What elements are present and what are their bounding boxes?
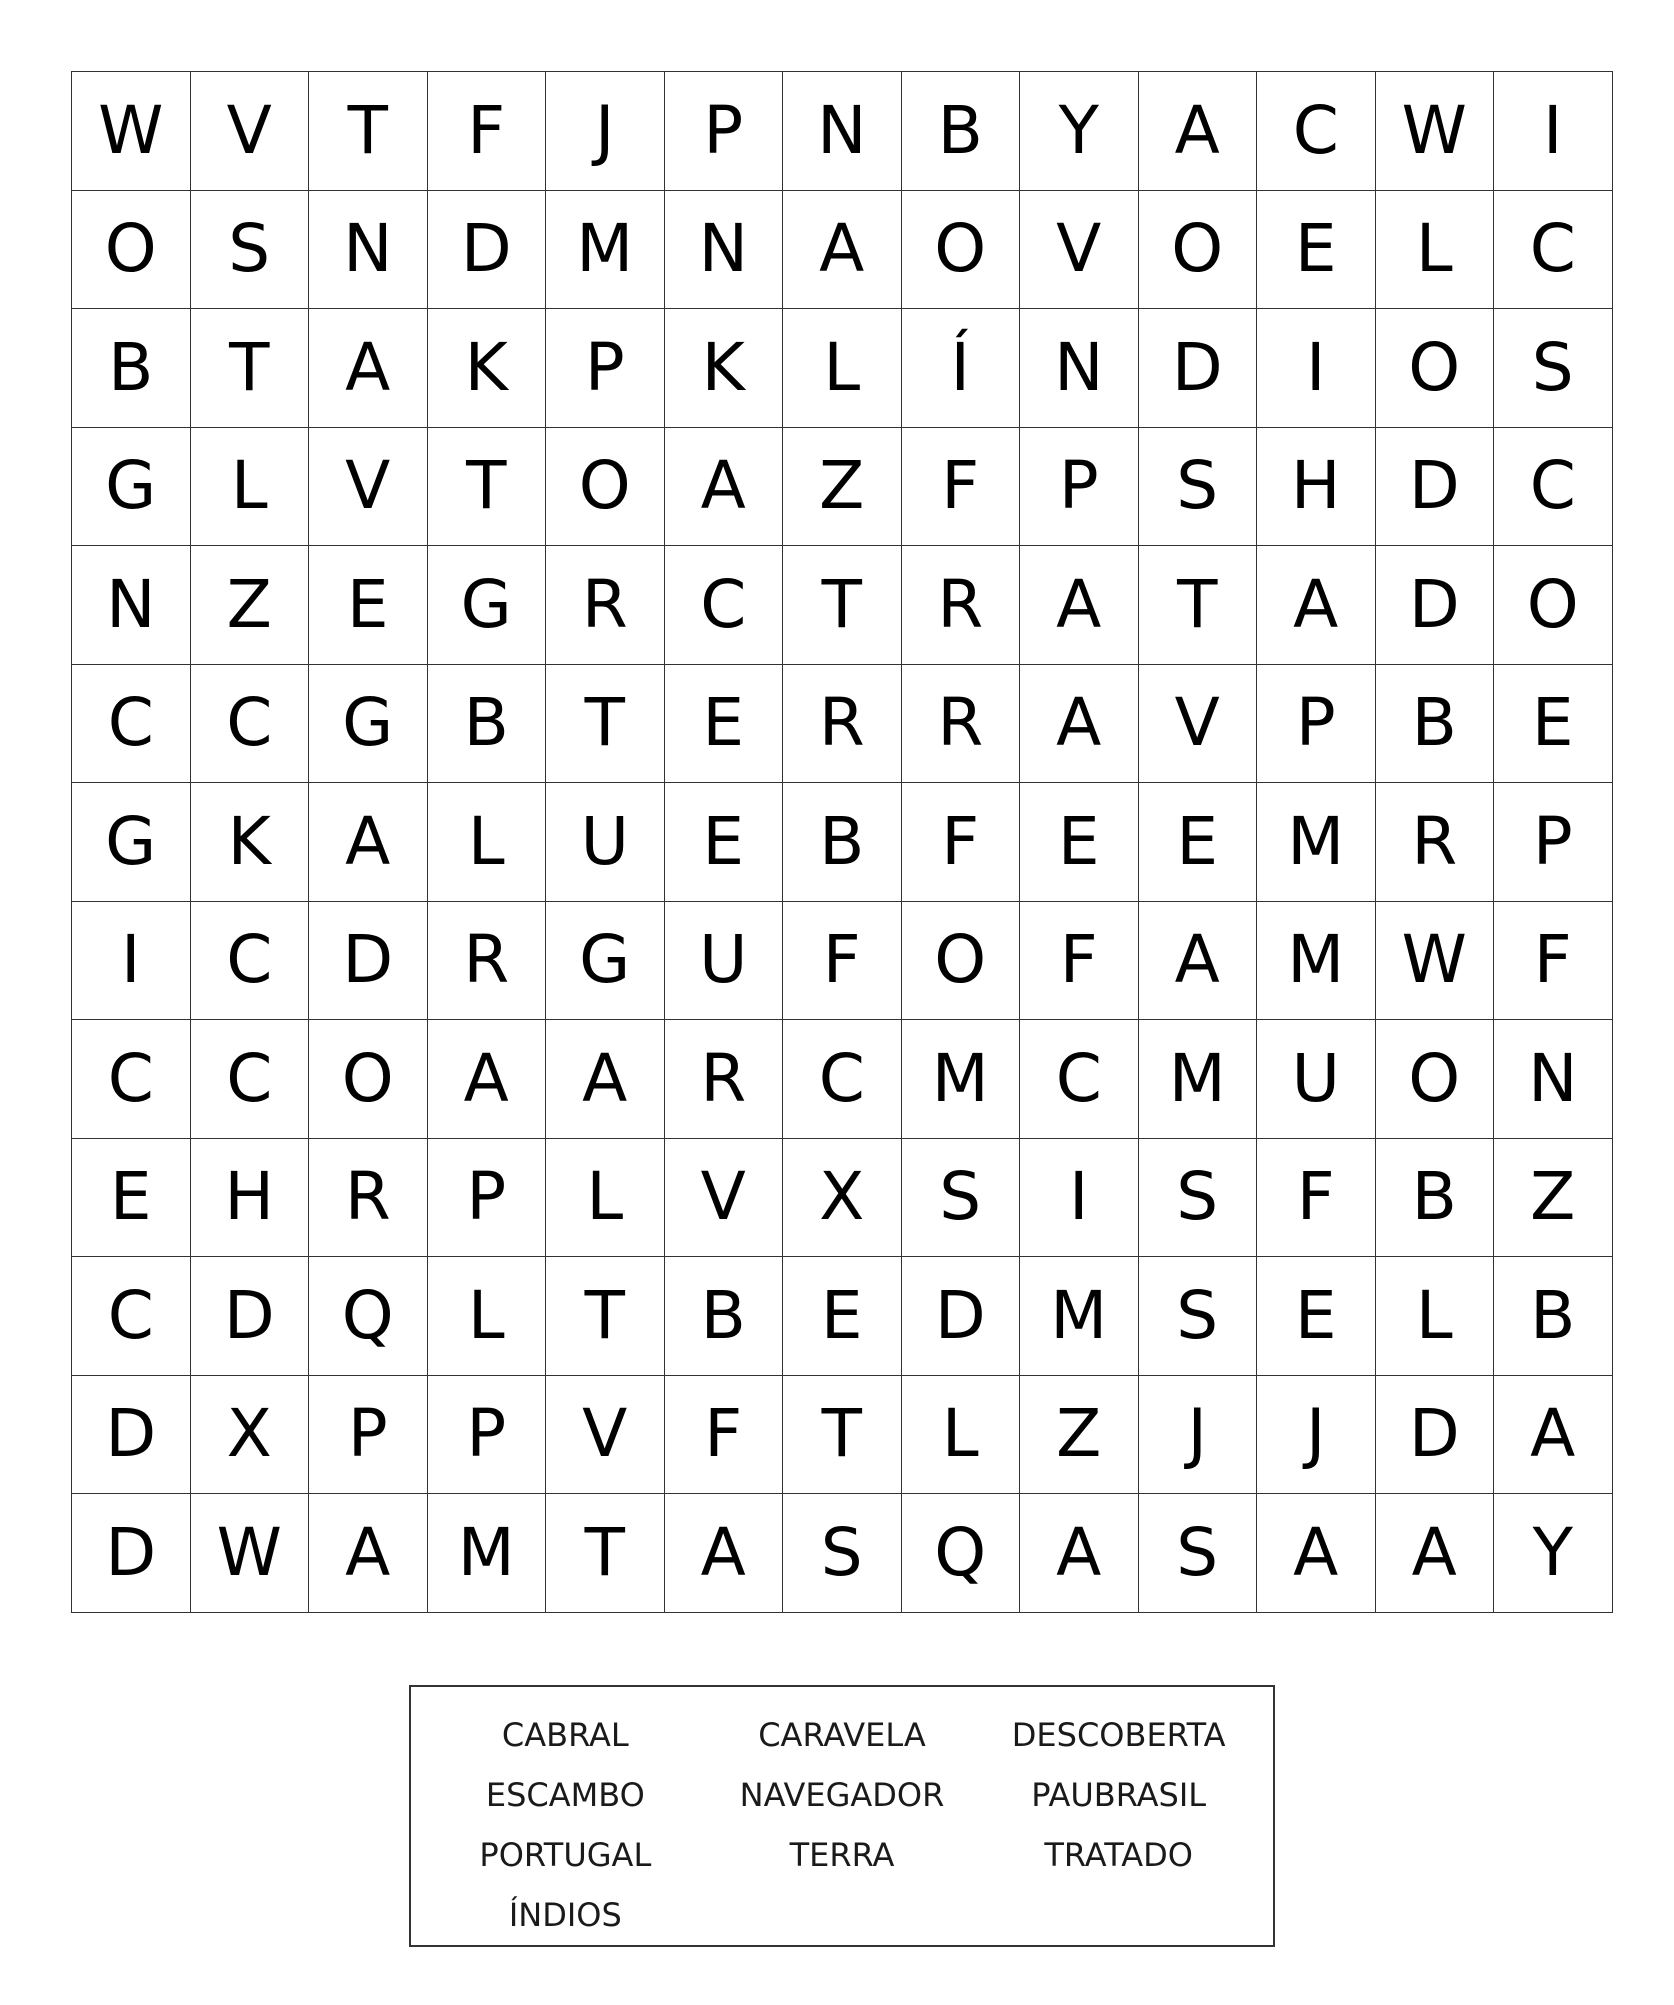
grid-cell[interactable]: N — [1020, 309, 1139, 428]
grid-cell[interactable]: A — [309, 309, 428, 428]
grid-cell[interactable]: J — [546, 72, 665, 191]
grid-cell[interactable]: S — [783, 1494, 902, 1613]
grid-cell[interactable]: S — [1494, 309, 1613, 428]
grid-cell[interactable]: O — [309, 1020, 428, 1139]
grid-cell[interactable]: A — [1376, 1494, 1495, 1613]
grid-cell[interactable]: N — [309, 191, 428, 310]
grid-cell[interactable]: Y — [1494, 1494, 1613, 1613]
grid-cell[interactable]: M — [1020, 1257, 1139, 1376]
grid-cell[interactable]: M — [902, 1020, 1021, 1139]
grid-cell[interactable]: R — [665, 1020, 784, 1139]
grid-cell[interactable]: D — [902, 1257, 1021, 1376]
grid-cell[interactable]: P — [428, 1376, 547, 1495]
word-list-item: ESCAMBO — [485, 1776, 645, 1814]
grid-cell[interactable]: A — [1020, 546, 1139, 665]
grid-cell[interactable]: B — [783, 783, 902, 902]
grid-cell[interactable]: P — [665, 72, 784, 191]
grid-cell[interactable]: A — [1020, 665, 1139, 784]
grid-cell[interactable]: F — [1257, 1139, 1376, 1258]
grid-cell[interactable]: T — [546, 1494, 665, 1613]
grid-cell[interactable]: D — [428, 191, 547, 310]
grid-cell[interactable]: R — [902, 665, 1021, 784]
grid-cell[interactable]: O — [1139, 191, 1258, 310]
grid-cell[interactable]: T — [1139, 546, 1258, 665]
grid-cell[interactable]: F — [902, 428, 1021, 547]
grid-cell[interactable]: A — [665, 428, 784, 547]
grid-cell[interactable]: S — [1139, 1257, 1258, 1376]
grid-cell[interactable]: N — [72, 546, 191, 665]
word-list-item: CABRAL — [501, 1716, 629, 1754]
grid-cell[interactable]: M — [1257, 902, 1376, 1021]
grid-cell[interactable]: S — [1139, 1494, 1258, 1613]
grid-cell[interactable]: G — [309, 665, 428, 784]
grid-cell[interactable]: N — [1494, 1020, 1613, 1139]
grid-cell[interactable]: F — [902, 783, 1021, 902]
grid-cell[interactable]: E — [1020, 783, 1139, 902]
grid-cell[interactable]: Z — [1494, 1139, 1613, 1258]
grid-cell[interactable]: V — [546, 1376, 665, 1495]
grid-cell[interactable]: O — [546, 428, 665, 547]
grid-cell[interactable]: E — [665, 783, 784, 902]
grid-cell[interactable]: F — [1020, 902, 1139, 1021]
grid-cell[interactable]: L — [428, 1257, 547, 1376]
grid-cell[interactable]: H — [1257, 428, 1376, 547]
grid-cell[interactable]: C — [191, 1020, 310, 1139]
word-list-item: TRATADO — [1044, 1836, 1193, 1874]
grid-cell[interactable]: U — [546, 783, 665, 902]
grid-cell[interactable]: A — [783, 191, 902, 310]
word-list-item: TERRA — [789, 1836, 895, 1874]
grid-cell[interactable]: A — [665, 1494, 784, 1613]
word-list-item: PAUBRASIL — [1031, 1776, 1207, 1814]
grid-cell[interactable]: P — [1494, 783, 1613, 902]
word-list — [409, 1685, 1275, 1947]
grid-cell[interactable]: A — [309, 783, 428, 902]
grid-cell[interactable]: L — [1376, 1257, 1495, 1376]
grid-cell[interactable]: L — [783, 309, 902, 428]
grid-cell[interactable]: A — [1494, 1376, 1613, 1495]
grid-cell[interactable]: E — [665, 665, 784, 784]
grid-cell[interactable]: E — [783, 1257, 902, 1376]
grid-cell[interactable]: V — [1139, 665, 1258, 784]
grid-cell[interactable]: L — [1376, 191, 1495, 310]
grid-cell[interactable]: R — [309, 1139, 428, 1258]
grid-cell[interactable]: E — [72, 1139, 191, 1258]
grid-cell[interactable]: M — [1139, 1020, 1258, 1139]
grid-cell[interactable]: Í — [902, 309, 1021, 428]
word-search-grid — [71, 71, 1613, 1613]
grid-cell[interactable]: I — [1494, 72, 1613, 191]
grid-cell[interactable]: O — [72, 191, 191, 310]
grid-cell[interactable]: B — [665, 1257, 784, 1376]
grid-cell[interactable]: L — [902, 1376, 1021, 1495]
grid-cell[interactable]: B — [902, 72, 1021, 191]
grid-cell[interactable]: D — [1376, 428, 1495, 547]
grid-cell[interactable]: D — [72, 1376, 191, 1495]
grid-cell[interactable]: G — [72, 428, 191, 547]
grid-cell[interactable]: L — [428, 783, 547, 902]
grid-cell[interactable]: A — [309, 1494, 428, 1613]
word-list-item: DESCOBERTA — [1011, 1716, 1226, 1754]
grid-cell[interactable]: C — [72, 1020, 191, 1139]
grid-cell[interactable]: A — [1257, 1494, 1376, 1613]
grid-cell[interactable]: C — [1494, 191, 1613, 310]
grid-cell[interactable]: K — [191, 783, 310, 902]
grid-cell[interactable]: O — [1494, 546, 1613, 665]
grid-cell[interactable]: B — [1494, 1257, 1613, 1376]
grid-cell[interactable]: X — [191, 1376, 310, 1495]
grid-cell[interactable]: R — [428, 902, 547, 1021]
grid-cell[interactable]: N — [665, 191, 784, 310]
grid-cell[interactable]: S — [191, 191, 310, 310]
grid-cell[interactable]: T — [309, 72, 428, 191]
grid-cell[interactable]: T — [191, 309, 310, 428]
grid-cell[interactable]: P — [1020, 428, 1139, 547]
grid-cell[interactable]: D — [1376, 546, 1495, 665]
grid-cell[interactable]: M — [428, 1494, 547, 1613]
grid-cell[interactable]: A — [1139, 72, 1258, 191]
grid-cell[interactable]: T — [783, 1376, 902, 1495]
grid-cell[interactable]: D — [1139, 309, 1258, 428]
grid-cell[interactable]: P — [546, 309, 665, 428]
grid-cell[interactable]: D — [72, 1494, 191, 1613]
grid-cell[interactable]: R — [1376, 783, 1495, 902]
grid-cell[interactable]: C — [72, 1257, 191, 1376]
grid-cell[interactable]: C — [783, 1020, 902, 1139]
grid-cell[interactable]: A — [546, 1020, 665, 1139]
grid-cell[interactable]: T — [546, 1257, 665, 1376]
grid-cell[interactable]: V — [1020, 191, 1139, 310]
grid-cell[interactable]: Z — [783, 428, 902, 547]
grid-cell[interactable]: A — [1020, 1494, 1139, 1613]
grid-cell[interactable]: E — [309, 546, 428, 665]
grid-cell[interactable]: C — [1494, 428, 1613, 547]
grid-cell[interactable]: J — [1257, 1376, 1376, 1495]
grid-cell[interactable]: L — [546, 1139, 665, 1258]
grid-cell[interactable]: G — [428, 546, 547, 665]
word-list-item: PORTUGAL — [479, 1836, 652, 1874]
grid-cell[interactable]: C — [665, 546, 784, 665]
grid-cell[interactable]: E — [1257, 191, 1376, 310]
grid-cell[interactable]: T — [546, 665, 665, 784]
grid-cell[interactable]: Z — [191, 546, 310, 665]
grid-cell[interactable]: G — [72, 783, 191, 902]
grid-cell[interactable]: E — [1257, 1257, 1376, 1376]
grid-cell[interactable]: K — [665, 309, 784, 428]
grid-cell[interactable]: C — [72, 665, 191, 784]
grid-cell[interactable]: W — [1376, 72, 1495, 191]
grid-cell[interactable]: W — [191, 1494, 310, 1613]
grid-cell[interactable]: E — [1494, 665, 1613, 784]
grid-cell[interactable]: V — [191, 72, 310, 191]
grid-cell[interactable]: F — [783, 902, 902, 1021]
grid-cell[interactable]: B — [428, 665, 547, 784]
grid-cell[interactable]: S — [1139, 1139, 1258, 1258]
grid-cell[interactable]: O — [902, 191, 1021, 310]
grid-cell[interactable]: Q — [309, 1257, 428, 1376]
grid-cell[interactable]: M — [1257, 783, 1376, 902]
grid-cell[interactable]: G — [546, 902, 665, 1021]
word-list-item: CARAVELA — [758, 1716, 926, 1754]
grid-cell[interactable]: C — [191, 902, 310, 1021]
grid-cell[interactable]: T — [783, 546, 902, 665]
grid-cell[interactable]: P — [309, 1376, 428, 1495]
grid-cell[interactable]: U — [665, 902, 784, 1021]
grid-cell[interactable]: U — [1257, 1020, 1376, 1139]
grid-cell[interactable]: Q — [902, 1494, 1021, 1613]
grid-cell[interactable]: L — [191, 428, 310, 547]
grid-cell[interactable]: T — [428, 428, 547, 547]
grid-cell[interactable]: R — [546, 546, 665, 665]
grid-cell[interactable]: B — [1376, 665, 1495, 784]
grid-cell[interactable]: J — [1139, 1376, 1258, 1495]
grid-cell[interactable]: S — [1139, 428, 1258, 547]
grid-cell[interactable]: N — [783, 72, 902, 191]
word-list-item: NAVEGADOR — [739, 1776, 945, 1814]
grid-cell[interactable]: W — [1376, 902, 1495, 1021]
grid-cell[interactable]: S — [902, 1139, 1021, 1258]
grid-cell[interactable]: C — [191, 665, 310, 784]
grid-cell[interactable]: I — [1257, 309, 1376, 428]
grid-cell[interactable]: R — [902, 546, 1021, 665]
grid-cell[interactable]: D — [1376, 1376, 1495, 1495]
grid-cell[interactable]: Y — [1020, 72, 1139, 191]
grid-cell[interactable]: F — [665, 1376, 784, 1495]
grid-cell[interactable]: K — [428, 309, 547, 428]
grid-cell[interactable]: W — [72, 72, 191, 191]
grid-cell[interactable]: B — [1376, 1139, 1495, 1258]
grid-cell[interactable]: V — [665, 1139, 784, 1258]
grid-cell[interactable]: D — [309, 902, 428, 1021]
grid-cell[interactable]: H — [191, 1139, 310, 1258]
grid-cell[interactable]: R — [783, 665, 902, 784]
grid-cell[interactable]: M — [546, 191, 665, 310]
grid-cell[interactable]: F — [428, 72, 547, 191]
grid-cell[interactable]: V — [309, 428, 428, 547]
grid-cell[interactable]: P — [428, 1139, 547, 1258]
grid-cell[interactable]: P — [1257, 665, 1376, 784]
grid-cell[interactable]: C — [1257, 72, 1376, 191]
grid-cell[interactable]: D — [191, 1257, 310, 1376]
grid-cell[interactable]: O — [1376, 309, 1495, 428]
grid-cell[interactable]: Z — [1020, 1376, 1139, 1495]
grid-cell[interactable]: A — [1257, 546, 1376, 665]
grid-cell[interactable]: I — [72, 902, 191, 1021]
grid-cell[interactable]: X — [783, 1139, 902, 1258]
grid-cell[interactable]: F — [1494, 902, 1613, 1021]
grid-cell[interactable]: B — [72, 309, 191, 428]
grid-cell[interactable]: O — [902, 902, 1021, 1021]
grid-cell[interactable]: O — [1376, 1020, 1495, 1139]
grid-cell[interactable]: A — [428, 1020, 547, 1139]
grid-cell[interactable]: C — [1020, 1020, 1139, 1139]
grid-cell[interactable]: E — [1139, 783, 1258, 902]
word-list-item: ÍNDIOS — [508, 1896, 622, 1934]
grid-cell[interactable]: I — [1020, 1139, 1139, 1258]
grid-cell[interactable]: A — [1139, 902, 1258, 1021]
